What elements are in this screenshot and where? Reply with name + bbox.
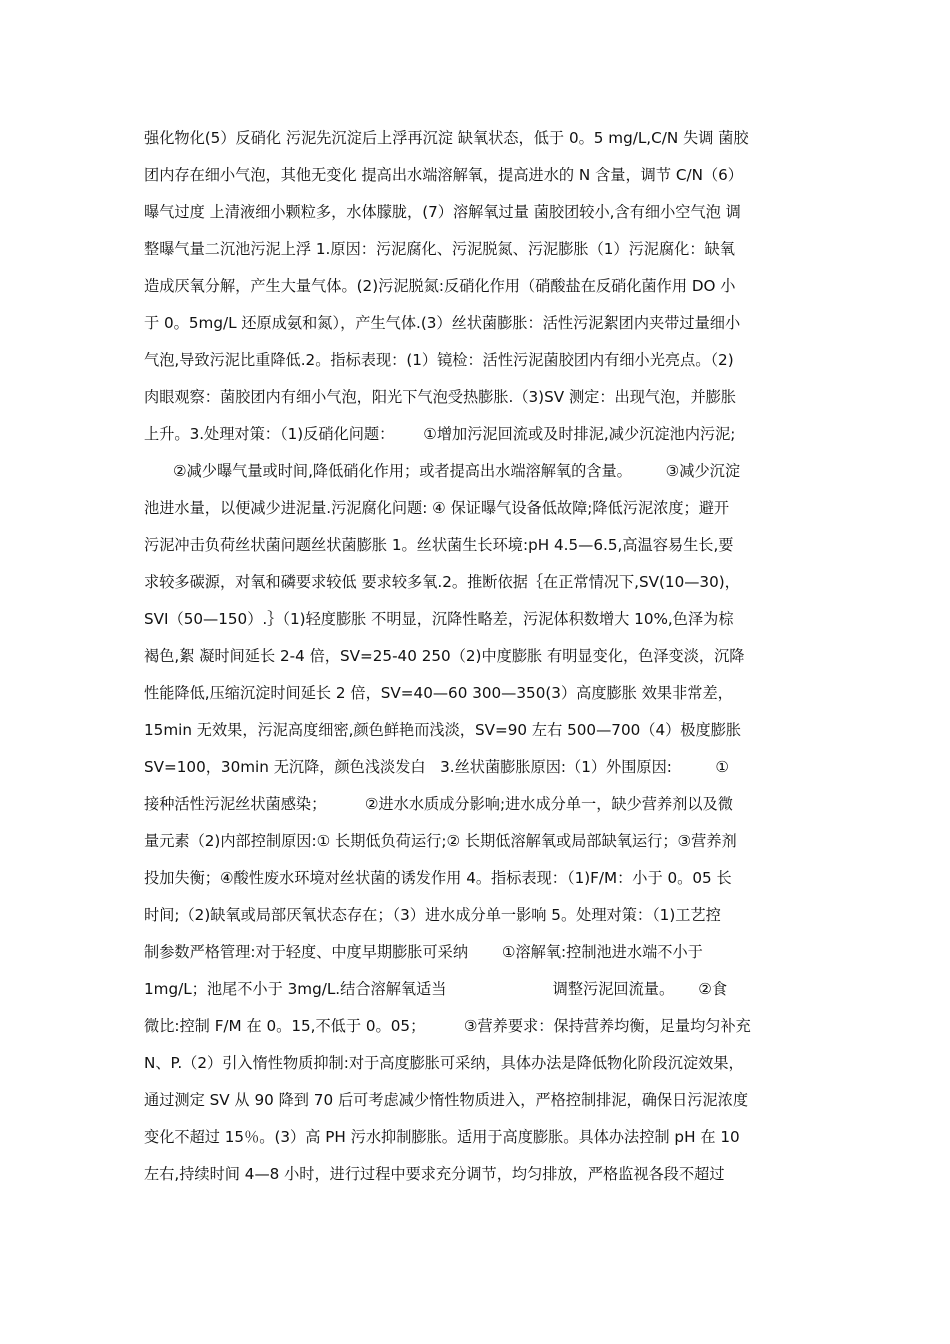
text-line: 时间;（2)缺氧或局部厌氧状态存在；（3）进水成分单一影响 5。处理对策：（1)工艺控	[144, 906, 721, 924]
text-line: 上升。3.处理对策：（1)反硝化问题： ①增加污泥回流或及时排泥,减少沉淀池内污泥;	[144, 425, 736, 443]
text-line: 曝气过度 上清液细小颗粒多，水体朦胧，(7）溶解氧过量 菌胶团较小,含有细小空气泡 调	[144, 203, 741, 221]
text-line: 微比:控制 F/M 在 0。15,不低于 0。05； ③营养要求：保持营养均衡，足量均匀补充	[144, 1017, 751, 1035]
text-line: 团内存在细小气泡，其他无变化 提高出水端溶解氧，提高进水的 N 含量，调节 C/N（6）	[144, 166, 743, 184]
text-line: 制参数严格管理:对于轻度、中度早期膨胀可采纳 ①溶解氧:控制池进水端不小于	[144, 943, 703, 961]
text-line: 褐色,絮 凝时间延长 2-4 倍，SV=25-40 250（2)中度膨胀 有明显变化，色泽变淡，沉降	[144, 647, 745, 665]
text-line: 造成厌氧分解，产生大量气体。(2)污泥脱氮:反硝化作用（硝酸盐在反硝化菌作用 DO 小	[144, 277, 736, 295]
text-line: N、P.（2）引入惰性物质抑制:对于高度膨胀可采纳，具体办法是降低物化阶段沉淀效果，	[144, 1054, 744, 1072]
text-line: 肉眼观察：菌胶团内有细小气泡，阳光下气泡受热膨胀.（3)SV 测定：出现气泡，并膨胀	[144, 388, 737, 406]
text-line: SVI（50—150）.｝（1)轻度膨胀 不明显，沉降性略差，污泥体积数增大 10%,色泽为棕	[144, 610, 734, 628]
text-line: 接种活性污泥丝状菌感染； ②进水水质成分影响;进水成分单一，缺少营养剂以及微	[144, 795, 733, 813]
text-line: 整曝气量二沉池污泥上浮 1.原因：污泥腐化、污泥脱氮、污泥膨胀（1）污泥腐化：缺氧	[144, 240, 735, 258]
text-line: ②减少曝气量或时间,降低硝化作用；或者提高出水端溶解氧的含量。 ③减少沉淀	[144, 462, 741, 480]
text-line: 15min 无效果，污泥高度细密,颜色鲜艳而浅淡，SV=90 左右 500—700（4）极度膨胀	[144, 721, 742, 739]
text-line: 投加失衡；④酸性废水环境对丝状菌的诱发作用 4。指标表现：（1)F/M：小于 0。05 长	[144, 869, 732, 887]
text-line: 变化不超过 15％。(3）高 PH 污水抑制膨胀。适用于高度膨胀。具体办法控制 pH 在 10	[144, 1128, 740, 1146]
text-line: 求较多碳源，对氧和磷要求较低 要求较多氧.2。推断依据｛在正常情况下,SV(10—30)，	[144, 573, 740, 591]
body-text	[144, 120, 812, 1193]
text-line: 污泥冲击负荷丝状菌问题丝状菌膨胀 1。丝状菌生长环境:pH 4.5—6.5,高温容易生长,要	[144, 536, 734, 554]
text-line: 于 0。5mg/L 还原成氨和氮），产生气体.(3）丝状菌膨胀：活性污泥絮团内夹带过量细小	[144, 314, 741, 332]
text-line: 池进水量，以便减少进泥量.污泥腐化问题: ④ 保证曝气设备低故障;降低污泥浓度；避开	[144, 499, 730, 517]
text-line: 左右,持续时间 4—8 小时，进行过程中要求充分调节，均匀排放，严格监视各段不超过	[144, 1165, 725, 1183]
text-line: 性能降低,压缩沉淀时间延长 2 倍，SV=40—60 300—350(3）高度膨胀 效果非常差，	[144, 684, 733, 702]
text-line: 气泡,导致污泥比重降低.2。指标表现：(1）镜检：活性污泥菌胶团内有细小光亮点。（2)	[144, 351, 734, 369]
text-line: 1mg/L；池尾不小于 3mg/L.结合溶解氧适当 调整污泥回流量。 ②食	[144, 980, 728, 998]
text-line: 通过测定 SV 从 90 降到 70 后可考虑减少惰性物质进入，严格控制排泥，确保日污泥浓度	[144, 1091, 749, 1109]
text-line: 量元素（2)内部控制原因:① 长期低负荷运行;② 长期低溶解氧或局部缺氧运行；③营养剂	[144, 832, 737, 850]
text-line: SV=100，30min 无沉降，颜色浅淡发白 3.丝状菌膨胀原因:（1）外围原因: ①	[144, 758, 729, 776]
text-line: 强化物化(5）反硝化 污泥先沉淀后上浮再沉淀 缺氧状态，低于 0。5 mg/L,C/N 失调 菌胶	[144, 129, 749, 147]
